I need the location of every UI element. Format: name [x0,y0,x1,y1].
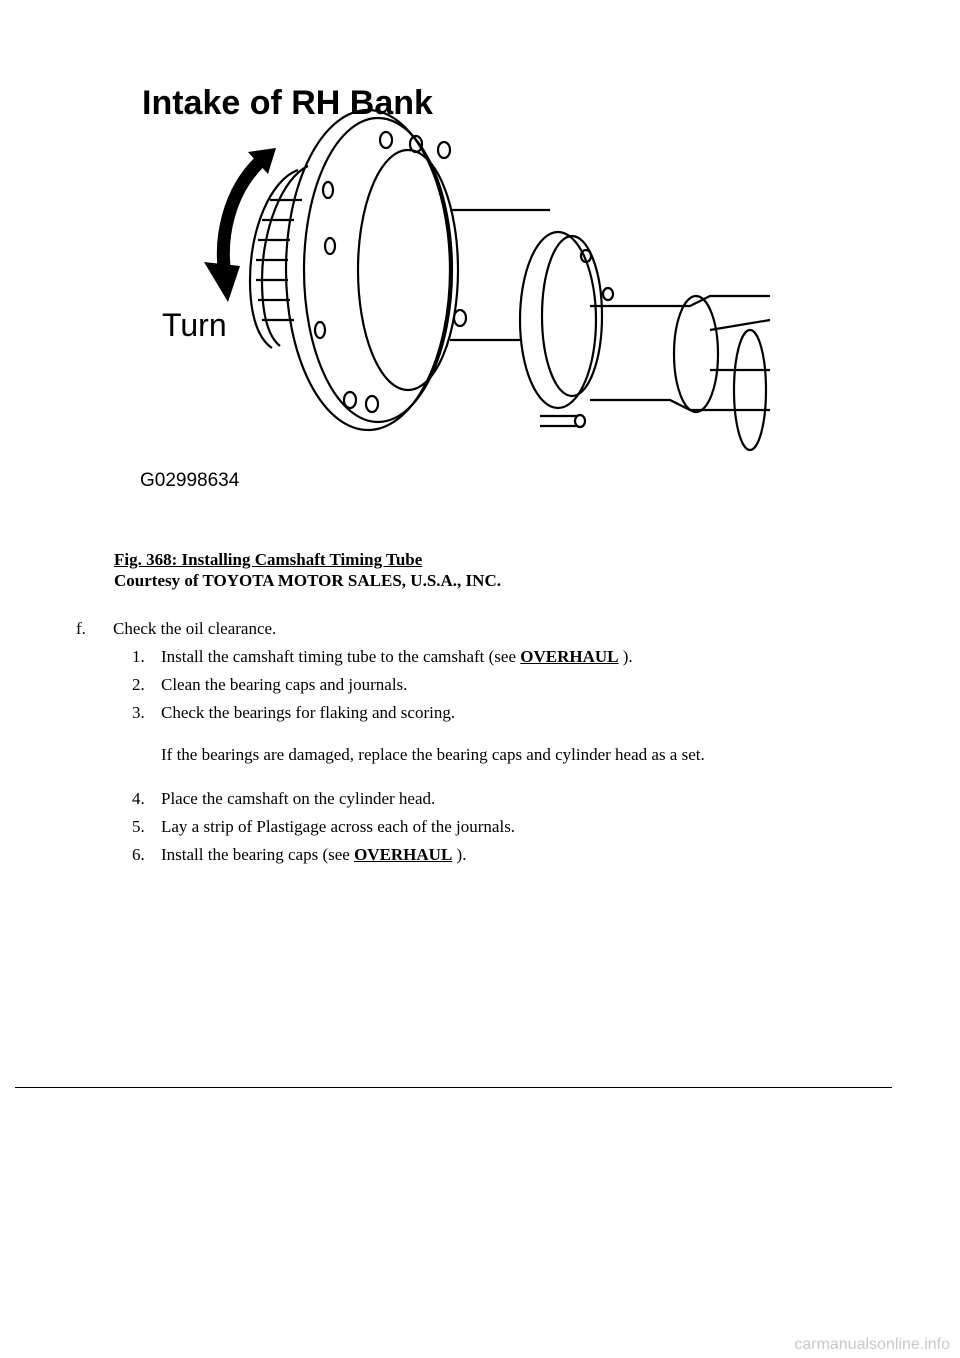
figure-camshaft-timing-tube [110,70,800,500]
figure-caption-courtesy: Courtesy of TOYOTA MOTOR SALES, U.S.A., INC. [114,571,501,590]
substep-2-text: Clean the bearing caps and journals. [161,675,408,694]
substep-4 [132,788,435,809]
step-f-text: Check the oil clearance. [113,619,277,638]
substep-6-text-after: ). [452,845,467,864]
step-f-marker: f. [76,619,86,638]
substep-3-marker: 3. [132,703,145,722]
substep-6-text-before: Install the bearing caps (see [161,845,355,864]
substep-5-marker: 5. [132,817,145,836]
figure-caption [114,549,501,591]
substep-3 [132,702,455,723]
substep-6 [132,844,466,865]
substep-1-text-before: Install the camshaft timing tube to the camshaft (see [161,647,521,666]
figure-image-id: G02998634 [140,470,240,491]
substep-3-note: If the bearings are damaged, replace the bearing caps and cylinder head as a set. [161,745,705,764]
substep-1 [132,646,633,667]
substep-2-marker: 2. [132,675,145,694]
substep-1-marker: 1. [132,647,145,666]
substep-1-text-after: ). [618,647,633,666]
overhaul-link-2[interactable]: OVERHAUL [354,845,453,864]
substep-5-text: Lay a strip of Plastigage across each of the journals. [161,817,516,836]
footer-divider [15,1087,892,1088]
step-f [76,618,276,639]
camshaft-drawing [250,110,770,450]
figure-heading: Intake of RH Bank [142,84,433,122]
figure-caption-title[interactable]: Fig. 368: Installing Camshaft Timing Tube [114,550,423,569]
substep-5 [132,816,515,837]
substep-4-text: Place the camshaft on the cylinder head. [161,789,436,808]
overhaul-link-1[interactable]: OVERHAUL [520,647,619,666]
substep-6-marker: 6. [132,845,145,864]
figure-turn-label: Turn [162,307,227,343]
camshaft-timing-tube-illustration [110,70,800,500]
site-watermark: carmanualsonline.info [794,1336,950,1353]
substep-4-marker: 4. [132,789,145,808]
substep-2 [132,674,407,695]
substep-3-text: Check the bearings for flaking and scoring. [161,703,456,722]
